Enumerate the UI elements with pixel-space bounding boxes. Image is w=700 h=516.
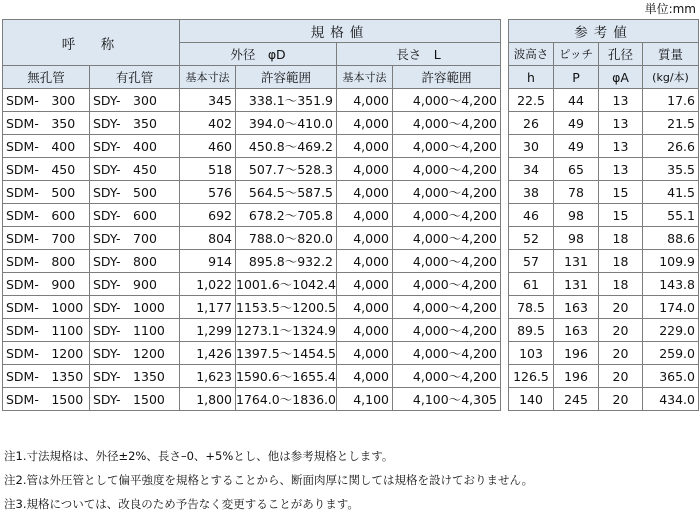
sdy-cell: SDY- 800 bbox=[90, 250, 180, 273]
reference-row bbox=[509, 89, 699, 112]
od-basic-cell: 1,177 bbox=[180, 296, 236, 319]
nominal-header: 呼 称 bbox=[3, 20, 180, 66]
mass-header: 質量 bbox=[643, 43, 699, 66]
pitch-cell: 98 bbox=[554, 204, 599, 227]
sdy-cell: SDY- 450 bbox=[90, 158, 180, 181]
length-basic-cell: 4,000 bbox=[337, 319, 393, 342]
pitch-cell: 65 bbox=[554, 158, 599, 181]
length-basic-cell: 4,000 bbox=[337, 342, 393, 365]
reference-header: 参考値 bbox=[509, 20, 699, 43]
hole-cell: 13 bbox=[599, 135, 643, 158]
pitch-cell: 49 bbox=[554, 135, 599, 158]
od-basic-cell: 1,299 bbox=[180, 319, 236, 342]
od-tolerance-cell: 1397.5～1454.5 bbox=[236, 342, 337, 365]
wave-height-cell: 46 bbox=[509, 204, 554, 227]
pitch-cell: 131 bbox=[554, 273, 599, 296]
pitch-header: ピッチ bbox=[554, 43, 599, 66]
pitch-cell: 49 bbox=[554, 112, 599, 135]
wave-height-cell: 61 bbox=[509, 273, 554, 296]
sdy-cell: SDY- 1350 bbox=[90, 365, 180, 388]
sdm-cell: SDM- 1500 bbox=[3, 388, 90, 411]
sdy-cell: SDY- 1100 bbox=[90, 319, 180, 342]
sdm-cell: SDM- 700 bbox=[3, 227, 90, 250]
pitch-symbol: P bbox=[554, 66, 599, 89]
od-basic-cell: 345 bbox=[180, 89, 236, 112]
length-tolerance-cell: 4,000～4,200 bbox=[393, 135, 501, 158]
reference-row bbox=[509, 296, 699, 319]
sdy-cell: SDY- 1500 bbox=[90, 388, 180, 411]
pitch-cell: 196 bbox=[554, 342, 599, 365]
length-tolerance-cell: 4,000～4,200 bbox=[393, 365, 501, 388]
length-basic-cell: 4,000 bbox=[337, 227, 393, 250]
reference-row bbox=[509, 204, 699, 227]
od-basic-cell: 1,623 bbox=[180, 365, 236, 388]
mass-cell: 365.0 bbox=[643, 365, 699, 388]
sdm-cell: SDM- 1200 bbox=[3, 342, 90, 365]
table-row bbox=[3, 365, 501, 388]
length-tolerance-cell: 4,000～4,200 bbox=[393, 342, 501, 365]
wave-height-cell: 140 bbox=[509, 388, 554, 411]
length-basic-cell: 4,000 bbox=[337, 112, 393, 135]
length-tolerance-cell: 4,000～4,200 bbox=[393, 89, 501, 112]
hole-cell: 18 bbox=[599, 250, 643, 273]
length-basic-header: 基本寸法 bbox=[337, 66, 393, 89]
unit-label: 単位:mm bbox=[644, 2, 696, 16]
wave-height-cell: 89.5 bbox=[509, 319, 554, 342]
sdm-cell: SDM- 900 bbox=[3, 273, 90, 296]
reference-row bbox=[509, 250, 699, 273]
od-tolerance-cell: 1590.6～1655.4 bbox=[236, 365, 337, 388]
pitch-cell: 131 bbox=[554, 250, 599, 273]
reference-row bbox=[509, 227, 699, 250]
reference-row bbox=[509, 319, 699, 342]
length-basic-cell: 4,000 bbox=[337, 158, 393, 181]
wave-height-cell: 52 bbox=[509, 227, 554, 250]
length-tolerance-cell: 4,000～4,200 bbox=[393, 204, 501, 227]
length-tolerance-cell: 4,000～4,200 bbox=[393, 250, 501, 273]
wave-height-cell: 26 bbox=[509, 112, 554, 135]
od-basic-cell: 692 bbox=[180, 204, 236, 227]
spec-table bbox=[2, 19, 501, 411]
hole-symbol: φA bbox=[599, 66, 643, 89]
hole-cell: 20 bbox=[599, 296, 643, 319]
mass-cell: 21.5 bbox=[643, 112, 699, 135]
od-tolerance-cell: 507.7～528.3 bbox=[236, 158, 337, 181]
table-row bbox=[3, 250, 501, 273]
od-basic-cell: 576 bbox=[180, 181, 236, 204]
table-row bbox=[3, 388, 501, 411]
pitch-cell: 163 bbox=[554, 319, 599, 342]
table-row bbox=[3, 181, 501, 204]
length-tolerance-cell: 4,000～4,200 bbox=[393, 158, 501, 181]
table-row bbox=[3, 296, 501, 319]
wave-height-cell: 103 bbox=[509, 342, 554, 365]
sdy-cell: SDY- 350 bbox=[90, 112, 180, 135]
mass-cell: 35.5 bbox=[643, 158, 699, 181]
sdm-cell: SDM- 400 bbox=[3, 135, 90, 158]
mass-cell: 143.8 bbox=[643, 273, 699, 296]
od-tolerance-cell: 1001.6～1042.4 bbox=[236, 273, 337, 296]
od-tolerance-cell: 1273.1～1324.9 bbox=[236, 319, 337, 342]
pitch-cell: 98 bbox=[554, 227, 599, 250]
table-row bbox=[3, 135, 501, 158]
hole-cell: 13 bbox=[599, 158, 643, 181]
sdy-cell: SDY- 900 bbox=[90, 273, 180, 296]
od-tolerance-cell: 564.5～587.5 bbox=[236, 181, 337, 204]
sdy-cell: SDY- 700 bbox=[90, 227, 180, 250]
hole-cell: 15 bbox=[599, 181, 643, 204]
mass-cell: 55.1 bbox=[643, 204, 699, 227]
od-tolerance-cell: 895.8～932.2 bbox=[236, 250, 337, 273]
hole-cell: 18 bbox=[599, 273, 643, 296]
sdm-cell: SDM- 450 bbox=[3, 158, 90, 181]
length-basic-cell: 4,000 bbox=[337, 204, 393, 227]
od-basic-cell: 1,022 bbox=[180, 273, 236, 296]
length-basic-cell: 4,000 bbox=[337, 296, 393, 319]
sdy-cell: SDY- 1000 bbox=[90, 296, 180, 319]
reference-row bbox=[509, 388, 699, 411]
wave-height-header: 波高さ bbox=[509, 43, 554, 66]
mass-cell: 174.0 bbox=[643, 296, 699, 319]
table-row bbox=[3, 158, 501, 181]
table-row bbox=[3, 112, 501, 135]
reference-row bbox=[509, 273, 699, 296]
note-2: 注2.管は外圧管として偏平強度を規格とすることから、断面肉厚に関しては規格を設けておりません。 bbox=[4, 473, 534, 487]
od-tolerance-cell: 788.0～820.0 bbox=[236, 227, 337, 250]
od-basic-cell: 460 bbox=[180, 135, 236, 158]
length-tolerance-cell: 4,000～4,200 bbox=[393, 181, 501, 204]
reference-row bbox=[509, 135, 699, 158]
hole-cell: 13 bbox=[599, 112, 643, 135]
length-tolerance-cell: 4,000～4,200 bbox=[393, 112, 501, 135]
sdm-cell: SDM- 800 bbox=[3, 250, 90, 273]
hole-cell: 18 bbox=[599, 227, 643, 250]
sdm-cell: SDM- 350 bbox=[3, 112, 90, 135]
od-basic-header: 基本寸法 bbox=[180, 66, 236, 89]
table-row bbox=[3, 319, 501, 342]
od-tolerance-cell: 678.2～705.8 bbox=[236, 204, 337, 227]
hole-cell: 13 bbox=[599, 89, 643, 112]
length-tolerance-cell: 4,000～4,200 bbox=[393, 296, 501, 319]
hole-cell: 15 bbox=[599, 204, 643, 227]
pitch-cell: 44 bbox=[554, 89, 599, 112]
sdm-cell: SDM- 300 bbox=[3, 89, 90, 112]
length-tolerance-header: 許容範囲 bbox=[393, 66, 501, 89]
sdm-cell: SDM- 1100 bbox=[3, 319, 90, 342]
length-basic-cell: 4,000 bbox=[337, 135, 393, 158]
mass-cell: 17.6 bbox=[643, 89, 699, 112]
sdy-cell: SDY- 300 bbox=[90, 89, 180, 112]
sdm-cell: SDM- 1350 bbox=[3, 365, 90, 388]
hole-cell: 20 bbox=[599, 342, 643, 365]
length-header: 長さ L bbox=[337, 43, 501, 66]
mass-cell: 88.6 bbox=[643, 227, 699, 250]
length-tolerance-cell: 4,000～4,200 bbox=[393, 227, 501, 250]
wave-height-cell: 57 bbox=[509, 250, 554, 273]
mass-unit: (kg/本) bbox=[643, 66, 699, 89]
mass-cell: 229.0 bbox=[643, 319, 699, 342]
pitch-cell: 78 bbox=[554, 181, 599, 204]
pitch-cell: 196 bbox=[554, 365, 599, 388]
reference-table bbox=[508, 19, 699, 411]
hole-cell: 20 bbox=[599, 388, 643, 411]
table-row bbox=[3, 89, 501, 112]
wave-height-cell: 126.5 bbox=[509, 365, 554, 388]
mass-cell: 109.9 bbox=[643, 250, 699, 273]
length-basic-cell: 4,000 bbox=[337, 365, 393, 388]
length-basic-cell: 4,000 bbox=[337, 89, 393, 112]
table-row bbox=[3, 227, 501, 250]
sdy-cell: SDY- 500 bbox=[90, 181, 180, 204]
reference-row bbox=[509, 112, 699, 135]
length-tolerance-cell: 4,100～4,305 bbox=[393, 388, 501, 411]
od-tolerance-cell: 1764.0～1836.0 bbox=[236, 388, 337, 411]
od-basic-cell: 804 bbox=[180, 227, 236, 250]
note-3: 注3.規格については、改良のため予告なく変更することがあります。 bbox=[4, 497, 359, 511]
length-tolerance-cell: 4,000～4,200 bbox=[393, 319, 501, 342]
wave-height-cell: 22.5 bbox=[509, 89, 554, 112]
sdy-cell: SDY- 600 bbox=[90, 204, 180, 227]
od-basic-cell: 402 bbox=[180, 112, 236, 135]
reference-row bbox=[509, 342, 699, 365]
hole-cell: 20 bbox=[599, 319, 643, 342]
od-tolerance-header: 許容範囲 bbox=[236, 66, 337, 89]
length-tolerance-cell: 4,000～4,200 bbox=[393, 273, 501, 296]
sdm-cell: SDM- 600 bbox=[3, 204, 90, 227]
sdm-cell: SDM- 1000 bbox=[3, 296, 90, 319]
wave-height-cell: 38 bbox=[509, 181, 554, 204]
sdy-cell: SDY- 400 bbox=[90, 135, 180, 158]
od-tolerance-cell: 1153.5～1200.5 bbox=[236, 296, 337, 319]
notes bbox=[4, 444, 533, 516]
od-basic-cell: 914 bbox=[180, 250, 236, 273]
reference-row bbox=[509, 181, 699, 204]
mass-cell: 434.0 bbox=[643, 388, 699, 411]
hole-cell: 20 bbox=[599, 365, 643, 388]
od-basic-cell: 1,800 bbox=[180, 388, 236, 411]
od-tolerance-cell: 450.8～469.2 bbox=[236, 135, 337, 158]
note-1: 注1.寸法規格は、外径±2%、長さ–0、+5%とし、他は参考規格とします。 bbox=[4, 449, 394, 463]
length-basic-cell: 4,000 bbox=[337, 181, 393, 204]
wave-height-cell: 78.5 bbox=[509, 296, 554, 319]
mass-cell: 26.6 bbox=[643, 135, 699, 158]
pitch-cell: 245 bbox=[554, 388, 599, 411]
length-basic-cell: 4,000 bbox=[337, 250, 393, 273]
non-perforated-header: 無孔管 bbox=[3, 66, 90, 89]
reference-row bbox=[509, 365, 699, 388]
od-tolerance-cell: 338.1～351.9 bbox=[236, 89, 337, 112]
length-basic-cell: 4,000 bbox=[337, 273, 393, 296]
mass-cell: 41.5 bbox=[643, 181, 699, 204]
sdy-cell: SDY- 1200 bbox=[90, 342, 180, 365]
outer-diameter-header: 外径 φD bbox=[180, 43, 337, 66]
spec-header: 規格値 bbox=[180, 20, 501, 43]
length-basic-cell: 4,100 bbox=[337, 388, 393, 411]
pitch-cell: 163 bbox=[554, 296, 599, 319]
wave-height-cell: 30 bbox=[509, 135, 554, 158]
sdm-cell: SDM- 500 bbox=[3, 181, 90, 204]
reference-row bbox=[509, 158, 699, 181]
wave-height-symbol: h bbox=[509, 66, 554, 89]
od-basic-cell: 1,426 bbox=[180, 342, 236, 365]
hole-header: 孔径 bbox=[599, 43, 643, 66]
od-tolerance-cell: 394.0～410.0 bbox=[236, 112, 337, 135]
table-row bbox=[3, 273, 501, 296]
mass-cell: 259.0 bbox=[643, 342, 699, 365]
wave-height-cell: 34 bbox=[509, 158, 554, 181]
table-row bbox=[3, 342, 501, 365]
perforated-header: 有孔管 bbox=[90, 66, 180, 89]
table-row bbox=[3, 204, 501, 227]
od-basic-cell: 518 bbox=[180, 158, 236, 181]
